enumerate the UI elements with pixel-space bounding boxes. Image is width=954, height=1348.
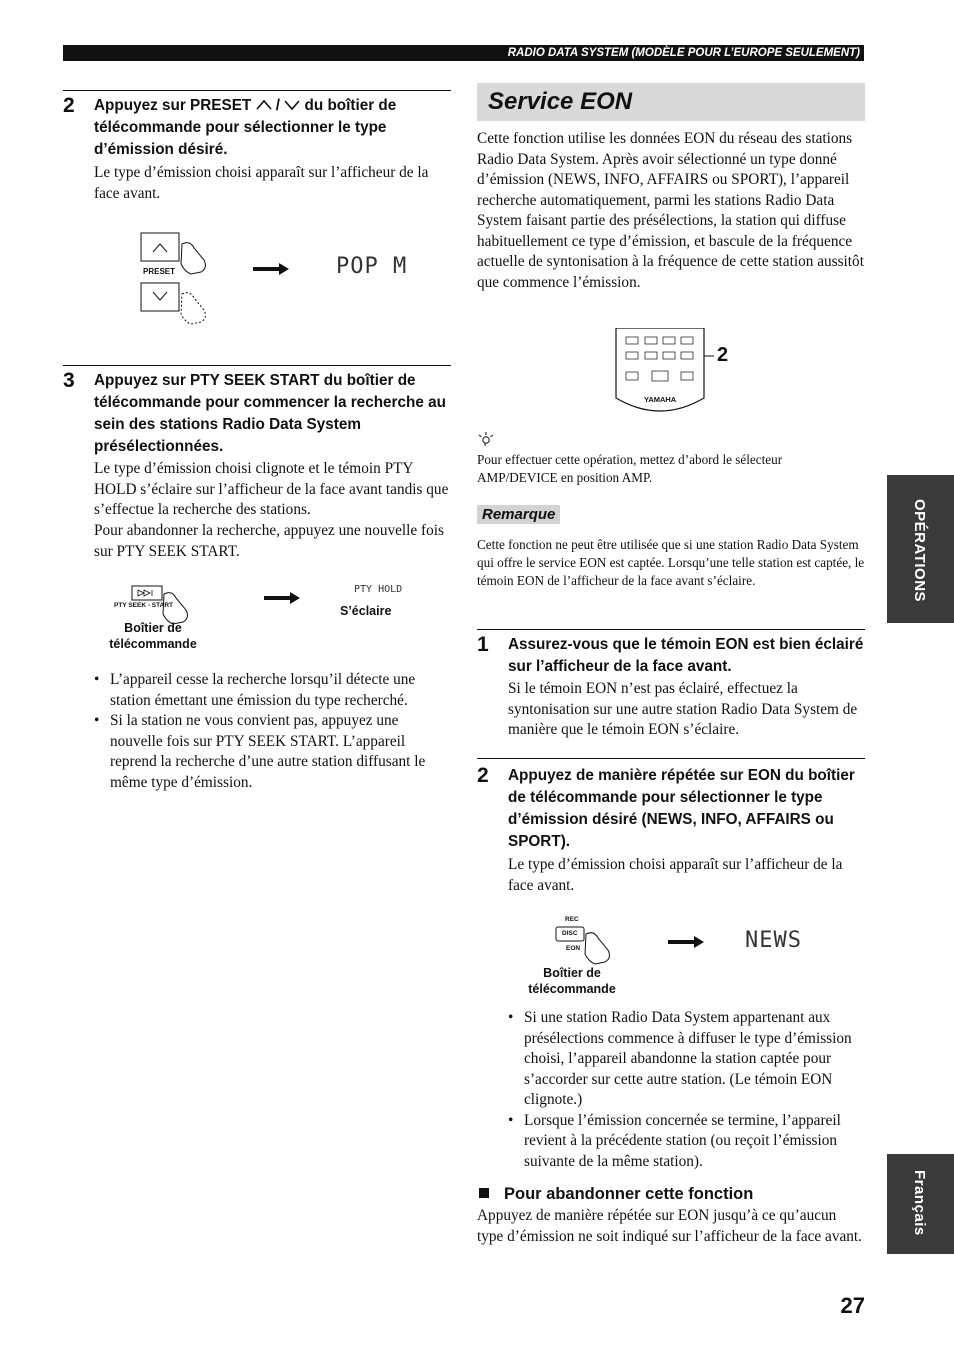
running-header: RADIO DATA SYSTEM (MODÈLE POUR L’EUROPE SEULEMENT) <box>63 45 864 61</box>
side-tab-language <box>887 1154 954 1254</box>
step-rule <box>477 758 865 759</box>
pty-seek-button-label: PTY SEEK - START <box>114 602 173 609</box>
remarque-label-box <box>477 506 560 524</box>
step-body: Le type d’émission choisi apparaît sur l’afficheur de la face avant. <box>508 856 843 894</box>
step-heading: Appuyez sur PRESET / du boîtier de télécommande pour sélectionner le type d’émission désiré. <box>94 97 397 158</box>
step-body: Pour abandonner la recherche, appuyez une nouvelle fois sur PTY SEEK START. <box>94 522 444 560</box>
lightbulb-icon <box>477 432 495 446</box>
tip-text: Pour effectuer cette opération, mettez d’abord le sélecteur AMP/DEVICE en position AMP. <box>477 452 783 485</box>
step-number: 1 <box>477 633 489 656</box>
step-number: 3 <box>63 369 75 392</box>
step-rule <box>63 365 451 366</box>
step-heading: Appuyez sur PTY SEEK START du boîtier de télécommande pour commencer la recherche au sein des stations Radio Data System présélectionnées. <box>94 372 446 455</box>
side-tab-label: Français <box>911 1170 928 1236</box>
side-tab-label: OPÉRATIONS <box>911 499 928 603</box>
step-heading: Appuyez de manière répétée sur EON du boîtier de télécommande pour sélectionner le type d’émission désiré (NEWS, INFO, AFFAIRS ou SPORT). <box>508 767 855 850</box>
preset-up-icon <box>256 99 272 111</box>
list-item: • L’appareil cesse la recherche lorsqu’il détecte une station émettant une émission du type recherché. <box>94 671 416 709</box>
eon-label: EON <box>566 945 581 952</box>
eon-figure <box>512 914 842 1000</box>
page-number: 27 <box>840 1293 865 1318</box>
step-number: 2 <box>63 94 75 117</box>
step-rule <box>63 90 451 91</box>
square-bullet-icon <box>479 1188 489 1198</box>
step-body: Si le témoin EON n’est pas éclairé, effectuez la syntonisation sur une autre station Radio Data System de manière que le témoin EON s’éclaire. <box>508 680 858 738</box>
rec-label: REC <box>565 916 579 923</box>
subsection-body: Appuyez de manière répétée sur EON jusqu’à ce qu’aucun type d’émission ne soit indiqué sur l’afficheur de la face avant. <box>477 1207 862 1245</box>
section-title-box <box>477 83 865 121</box>
remarque-text: Cette fonction ne peut être utilisée que si une station Radio Data System qui offre le service EON est captée. Lorsqu’une telle station est captée, le témoin EON de l’afficheur de la face avant s’éclaire. <box>477 537 865 588</box>
step-rule <box>477 629 865 630</box>
preset-figure <box>138 230 438 326</box>
preset-down-icon <box>284 99 300 111</box>
intro-paragraph: Cette fonction utilise les données EON du réseau des stations Radio Data System. Après avoir sélectionné un type donné d’émission (NEWS, INFO, AFFAIRS ou SPORT), l’appareil recherche automatiquement, parmi les stations Radio Data System faisant partie des présélections, la station qui diffuse habituellement ce type d’émission, et bascule de la fréquence actuelle de syntonisation à la fréquence de cette station aussitôt que commence l’émission. <box>477 130 864 291</box>
step-body: Le type d’émission choisi clignote et le témoin PTY HOLD s’éclaire sur l’afficheur de la face avant tandis que s’effectue la recherche des stations. <box>94 460 449 518</box>
step-heading: Assurez-vous que le témoin EON est bien éclairé sur l’afficheur de la face avant. <box>508 636 864 675</box>
disc-label: DISC <box>562 930 578 937</box>
front-display-text: POP M <box>336 254 408 279</box>
list-item: • Si la station ne vous convient pas, appuyez une nouvelle fois sur PTY SEEK START. L’appareil reprend la recherche d’une autre station diffusant le même type d’émission. <box>94 712 426 791</box>
remote-figure <box>614 328 734 416</box>
section-title: Service EON <box>488 88 633 115</box>
list-item: • Lorsque l’émission concernée se termine, l’appareil revient à la précédente station (ou reçoit l’émission suivante de la même station). <box>508 1111 841 1170</box>
subsection-heading: Pour abandonner cette fonction <box>477 1184 865 1204</box>
result-bullet-list <box>94 670 452 793</box>
step-body: Le type d’émission choisi apparaît sur l’afficheur de la face avant. <box>94 164 429 202</box>
pty-hold-indicator: PTY HOLD <box>354 584 403 595</box>
figure-caption: Boîtier de télécommande <box>109 621 197 651</box>
side-tab-operations <box>887 475 954 623</box>
step-callout: 2 <box>717 344 729 366</box>
front-display-text: NEWS <box>745 928 802 953</box>
remote-brand: YAMAHA <box>644 395 677 404</box>
result-bullet-list <box>508 1008 865 1172</box>
list-item: • Si une station Radio Data System appartenant aux présélections commence à diffuser le type d’émission choisi, l’appareil abandonne la station captée pour s’accorder sur cette autre station. (Le témoin EON clignote.) <box>508 1009 852 1108</box>
pty-seek-figure <box>100 580 440 660</box>
step-number: 2 <box>477 764 489 787</box>
preset-label: PRESET <box>143 267 176 276</box>
tip-icon <box>477 432 495 451</box>
indicator-caption: S’éclaire <box>340 604 392 618</box>
figure-caption: Boîtier de télécommande <box>528 966 616 996</box>
remarque-label: Remarque <box>477 505 560 524</box>
